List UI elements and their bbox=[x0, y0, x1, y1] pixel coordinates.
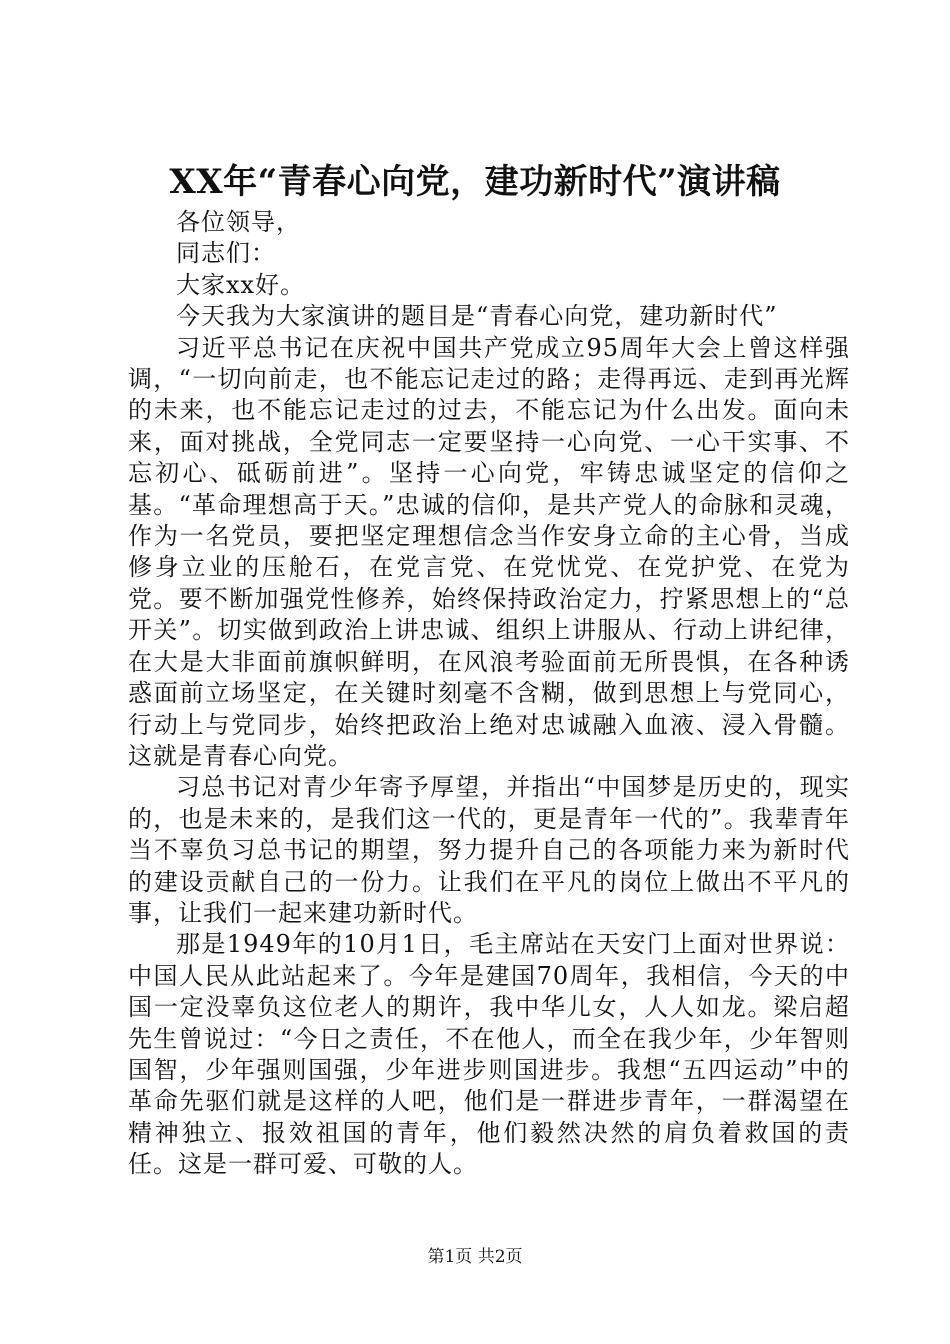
paragraph-body-3: 那是1949年的10月1日，毛主席站在天安门上面对世界说：中国人民从此站起来了。今年是建国70周年，我相信，今天的中国一定没辜负这位老人的期许，我中华儿女，人人如龙。梁启超先生曾说过：“今日之责任，不在他人，而全在我少年，少年智则国智，少年强则国强，少年进步则国进步。我想“五四运动”中的革命先驱们就是这样的人吧，他们是一群进步青年，一群渴望在精神独立、报效祖国的青年，他们毅然决然的肩负着救国的责任。这是一群可爱、可敬的人。 bbox=[128, 930, 850, 1179]
paragraph-topic: 今天我为大家演讲的题目是“青春心向党，建功新时代” bbox=[176, 302, 778, 331]
document-body bbox=[128, 207, 850, 1181]
document-title: XX年“青春心向党，建功新时代”演讲稿 bbox=[169, 162, 781, 202]
paragraph-greeting: 大家xx好。 bbox=[176, 270, 306, 299]
page-footer: 第1页 共2页 bbox=[427, 1247, 523, 1267]
paragraph-body-2: 习总书记对青少年寄予厚望，并指出“中国梦是历史的，现实的，也是未来的，是我们这一代的，更是青年一代的”。我辈青年当不辜负习总书记的期望，努力提升自己的各项能力来为新时代的建设贡献自己的一份力。让我们在平凡的岗位上做出不平凡的事，让我们一起来建功新时代。 bbox=[128, 773, 850, 927]
paragraph-body-1: 习近平总书记在庆祝中国共产党成立95周年大会上曾这样强调，“一切向前走，也不能忘记走过的路；走得再远、走到再光辉的未来，也不能忘记走过的过去，不能忘记为什么出发。面向未来，面对挑战，全党同志一定要坚持一心向党、一心干实事、不忘初心、砥砺前进”。坚持一心向党，牢铸忠诚坚定的信仰之基。“革命理想高于天。”忠诚的信仰，是共产党人的命脉和灵魂，作为一名党员，要把坚定理想信念当作安身立命的主心骨，当成修身立业的压舱石，在党言党、在党忧党、在党护党、在党为党。要不断加强党性修养，始终保持政治定力，拧紧思想上的“总开关”。切实做到政治上讲忠诚、组织上讲服从、行动上讲纪律，在大是大非面前旗帜鲜明，在风浪考验面前无所畏惧，在各种诱惑面前立场坚定，在关键时刻毫不含糊，做到思想上与党同心，行动上与党同步，始终把政治上绝对忠诚融入血液、浸入骨髓。这就是青春心向党。 bbox=[128, 333, 850, 770]
paragraph-salutation-2: 同志们： bbox=[176, 239, 276, 268]
paragraph-salutation-1: 各位领导， bbox=[176, 208, 301, 236]
